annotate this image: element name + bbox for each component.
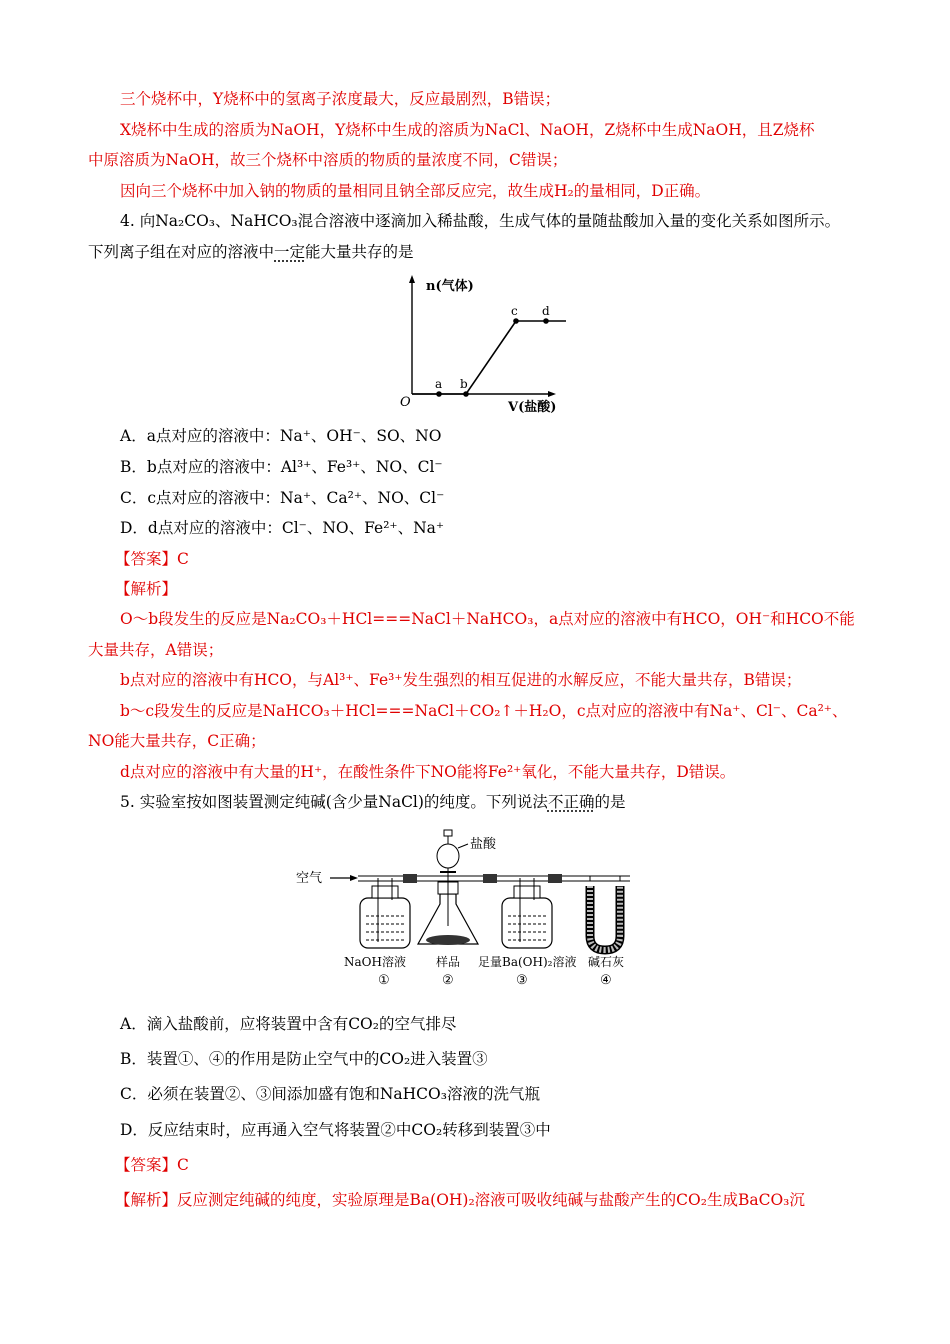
separatory-funnel [437,844,459,868]
analysis-line: b点对应的溶液中有HCO，与Al³⁺、Fe³⁺发生强烈的相互促进的水解反应，不能大量共存，B错误； [120,671,802,689]
option-b: B．b点对应的溶液中：Al³⁺、Fe³⁺、NO、Cl⁻ [120,458,443,476]
option-a: A．a点对应的溶液中：Na⁺、OH⁻、SO、NO [120,427,442,445]
air-arrow [350,875,358,881]
point-b-label: b [460,377,468,391]
label-2: 样品 [436,955,461,969]
point-c-label: c [511,304,518,318]
origin-label: O [400,395,411,410]
analysis-line: d点对应的溶液中有大量的H⁺，在酸性条件下NO能将Fe²⁺氧化，不能大量共存，D错误。 [120,763,736,781]
bottle-3 [502,878,552,948]
answer-label: 【答案】C [115,550,189,568]
option-b: B．装置①、④的作用是防止空气中的CO₂进入装置③ [120,1050,488,1068]
point-d-label: d [542,304,550,318]
point-b [463,391,469,397]
analysis-line: O～b段发生的反应是Na₂CO₃＋HCl===NaCl＋NaHCO₃，a点对应的溶液中有HCO，OH⁻和HCO不能 [120,610,855,628]
option-d: D．反应结束时，应再通入空气将装置②中CO₂转移到装置③中 [120,1121,551,1139]
gas-volume-graph [400,272,580,418]
label-4: 碱石灰 [588,955,625,969]
acid-label: 盐酸 [470,837,497,852]
analysis-line: b～c段发生的反应是NaHCO₃＋HCl===NaCl＋CO₂↑＋H₂O，c点对应的溶液中有Na⁺、Cl⁻、Ca²⁺、 [120,702,848,720]
analysis-line: X烧杯中生成的溶质为NaOH，Y烧杯中生成的溶质为NaCl、NaOH，Z烧杯中生成NaOH，且Z烧杯 [120,121,815,139]
analysis-line: 大量共存，A错误； [88,641,224,659]
analysis-line: 【解析】反应测定纯碱的纯度，实验原理是Ba(OH)₂溶液可吸收纯碱与盐酸产生的CO₂生成BaCO₃沉 [115,1191,805,1209]
point-a [436,391,442,397]
number-1: ① [378,973,390,988]
number-3: ③ [516,973,528,988]
point-d [543,318,549,324]
emphasis-text: 一定 [274,243,306,261]
analysis-label: 【解析】 [115,580,178,598]
y-axis-arrow [409,275,415,283]
apparatus-figure [290,826,660,988]
analysis-line: 三个烧杯中，Y烧杯中的氢离子浓度最大，反应最剧烈，B错误； [120,90,561,108]
analysis-line: 中原溶质为NaOH，故三个烧杯中溶质的物质的量浓度不同，C错误； [88,151,568,169]
answer-label: 【答案】C [115,1156,189,1174]
number-4: ④ [600,973,612,988]
analysis-line: NO能大量共存，C正确； [88,732,266,750]
option-c: C．c点对应的溶液中：Na⁺、Ca²⁺、NO、Cl⁻ [120,489,445,507]
question-4-stem-cont: 下列离子组在对应的溶液中一定能大量共存的是 [88,243,414,261]
question-5-stem: 5. 实验室按如图装置测定纯碱(含少量NaCl)的纯度。下列说法不正确的是 [120,793,626,811]
y-axis-label: n(气体) [426,279,474,294]
option-d: D．d点对应的溶液中：Cl⁻、NO、Fe²⁺、Na⁺ [120,519,445,537]
x-axis-arrow [548,391,556,397]
option-a: A．滴入盐酸前，应将装置中含有CO₂的空气排尽 [120,1015,457,1033]
u-tube-4 [590,876,620,950]
label-1: NaOH溶液 [344,955,406,969]
number-2: ② [442,973,454,988]
label-3: 足量Ba(OH)₂溶液 [478,955,577,969]
option-c: C．必须在装置②、③间添加盛有饱和NaHCO₃溶液的洗气瓶 [120,1085,540,1103]
emphasis-text: 不正确 [547,793,595,811]
x-axis-label: V(盐酸) [508,400,557,415]
point-c [513,318,519,324]
flask-2 [418,830,478,945]
point-a-label: a [435,377,443,391]
question-4-stem: 4. 向Na₂CO₃、NaHCO₃混合溶液中逐滴加入稀盐酸，生成气体的量随盐酸加入量的变化关系如图所示。 [120,212,841,230]
air-label: 空气 [296,871,323,886]
analysis-line: 因向三个烧杯中加入钠的物质的量相同且钠全部反应完，故生成H₂的量相同，D正确。 [120,182,711,200]
bottle-1 [360,878,410,948]
